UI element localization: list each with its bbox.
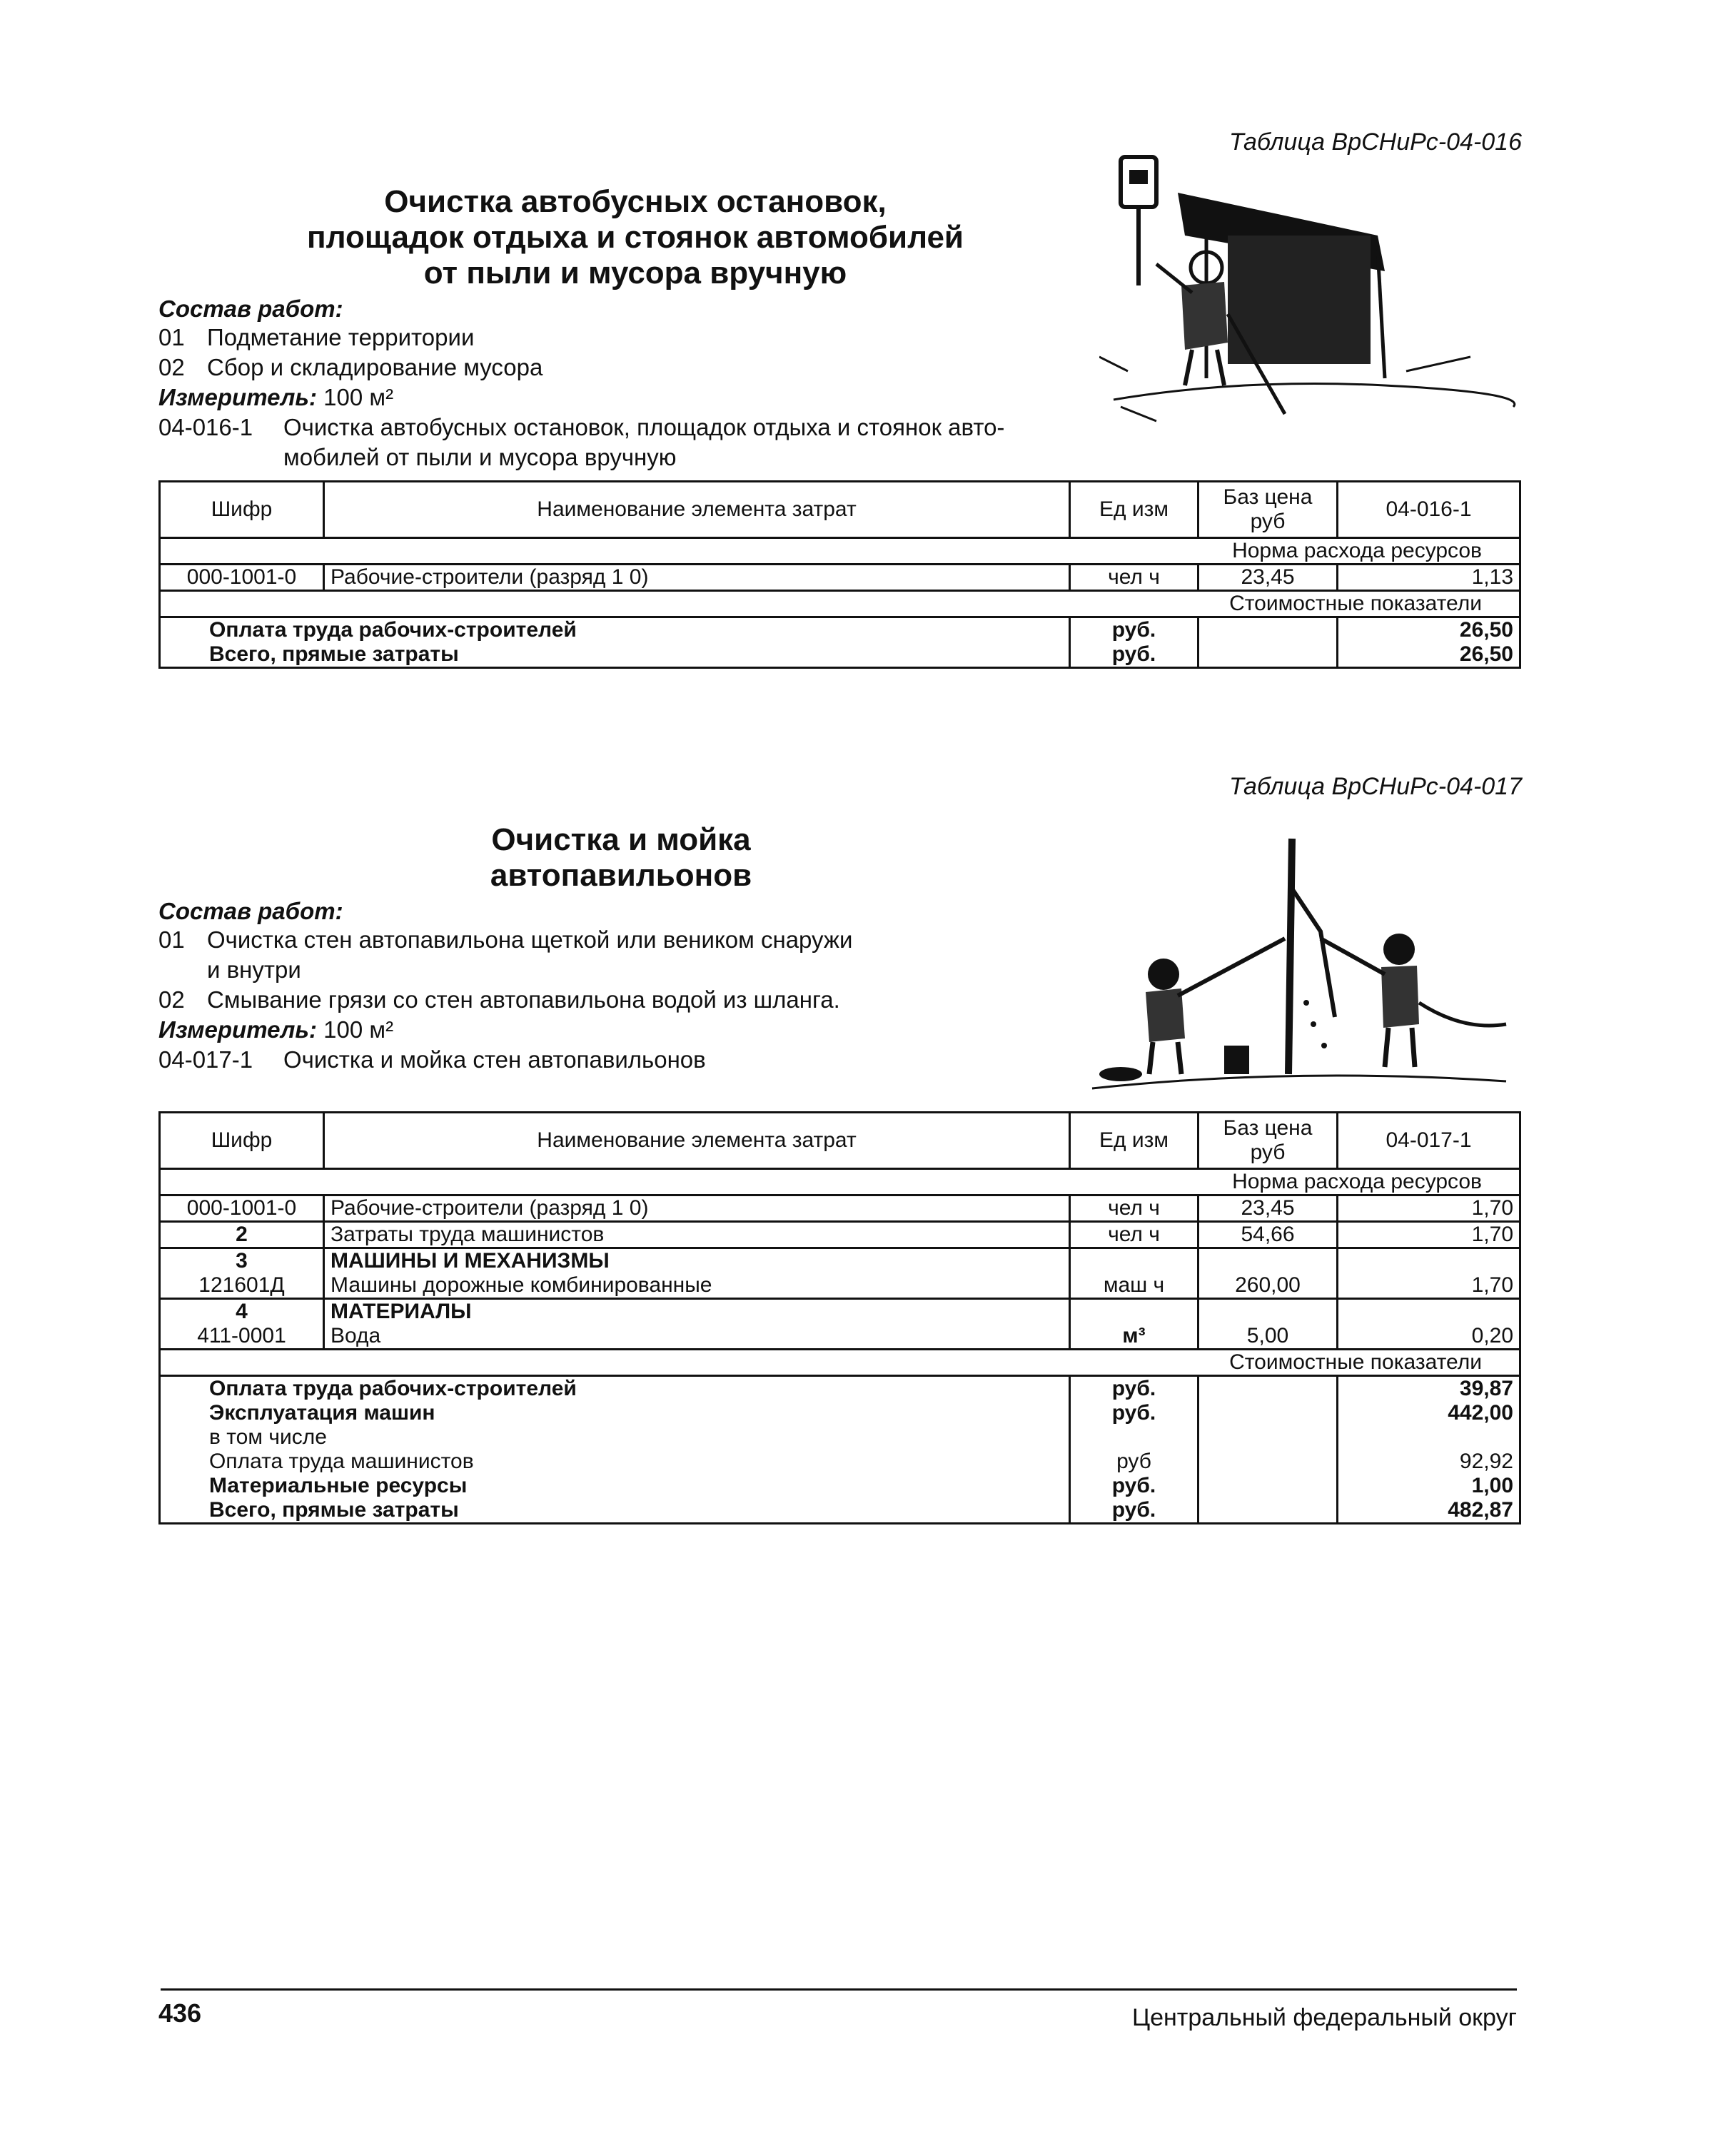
cost-row: Всего, прямые затраты руб. 482,87 [160, 1498, 1520, 1524]
work-item: 02 Смывание грязи со стен автопавильона водой из шланга. [158, 986, 840, 1013]
header-unit: Ед изм [1070, 482, 1198, 538]
work-composition [158, 295, 1004, 472]
cost-row: Оплата труда рабочих-строителей руб. 39,87 [160, 1376, 1520, 1402]
work-item: 01 Подметание территории [158, 324, 475, 350]
header-name: Наименование элемента затрат [324, 482, 1070, 538]
header-code: Шифр [160, 482, 324, 538]
table-row: 3 121601Д МАШИНЫ И МЕХАНИЗМЫ Машины дорожные комбинированные маш ч 260,00 1,70 [160, 1248, 1520, 1299]
pavilion-washing-illustration [1078, 831, 1520, 1103]
item-description-cont: мобилей от пыли и мусора вручную [283, 444, 677, 470]
item-description: 04-017-1 Очистка и мойка стен автопавильонов [158, 1046, 706, 1073]
table-row: 000-1001-0 Рабочие-строители (разряд 1 0) чел ч 23,45 1,13 [160, 565, 1520, 591]
work-item: 01 Очистка стен автопавильона щеткой или веником снаружи [158, 926, 853, 953]
work-heading: Состав работ: [158, 295, 343, 322]
cost-row: Эксплуатация машин руб. 442,00 [160, 1401, 1520, 1425]
section-title [236, 184, 1035, 291]
cost-row: Всего, прямые затраты руб. 26,50 [160, 642, 1520, 668]
footer-divider [161, 1988, 1517, 1991]
header-column: 04-017-1 [1338, 1113, 1520, 1169]
item-description: 04-016-1 Очистка автобусных остановок, площадок отдыха и стоянок авто- [158, 414, 1005, 440]
section-row: Норма расхода ресурсов [160, 538, 1520, 565]
table-row: 2 Затраты труда машинистов чел ч 54,66 1,70 [160, 1222, 1520, 1248]
table-header [160, 482, 1520, 538]
table-header [160, 1113, 1520, 1169]
header-code: Шифр [160, 1113, 324, 1169]
work-item: и внутри [207, 956, 301, 983]
table-label: Таблица ВрСНиРс-04-016 [1228, 128, 1522, 156]
table-row: 000-1001-0 Рабочие-строители (разряд 1 0) чел ч 23,45 1,70 [160, 1195, 1520, 1222]
measure: Измеритель: 100 м² [158, 384, 394, 410]
cost-row: в том числе [160, 1425, 1520, 1450]
section-title [400, 822, 842, 894]
title-line: Очистка автобусных остановок, [384, 184, 887, 219]
header-column: 04-016-1 [1338, 482, 1520, 538]
section-row: Стоимостные показатели [160, 591, 1520, 617]
section-row: Стоимостные показатели [160, 1350, 1520, 1376]
work-composition [158, 898, 852, 1075]
cost-row: Оплата труда машинистов руб 92,92 [160, 1450, 1520, 1474]
section-row: Норма расхода ресурсов [160, 1169, 1520, 1195]
title-line: автопавильонов [490, 858, 752, 893]
work-heading: Состав работ: [158, 898, 343, 924]
region-name: Центральный федеральный округ [1131, 2004, 1517, 2031]
header-name: Наименование элемента затрат [324, 1113, 1070, 1169]
header-price: Баз цена руб [1198, 1113, 1338, 1169]
title-line: площадок отдыха и стоянок автомобилей [307, 220, 964, 255]
bus-stop-cleaning-illustration [1099, 143, 1528, 457]
header-price: Баз цена руб [1198, 482, 1338, 538]
cost-row: Материальные ресурсы руб. 1,00 [160, 1474, 1520, 1498]
work-item: 02 Сбор и складирование мусора [158, 354, 543, 380]
title-line: Очистка и мойка [491, 822, 751, 857]
estimate-table-016 [158, 480, 1521, 669]
cost-row: Оплата труда рабочих-строителей руб. 26,50 [160, 617, 1520, 643]
page-number: 436 [158, 1998, 202, 2028]
header-unit: Ед изм [1070, 1113, 1198, 1169]
table-label: Таблица ВрСНиРс-04-017 [1228, 773, 1522, 800]
title-line: от пыли и мусора вручную [423, 256, 847, 290]
estimate-table-017 [158, 1111, 1521, 1524]
table-row: 4 411-0001 МАТЕРИАЛЫ Вода м³ 5,00 0,20 [160, 1299, 1520, 1350]
measure: Измеритель: 100 м² [158, 1016, 394, 1043]
